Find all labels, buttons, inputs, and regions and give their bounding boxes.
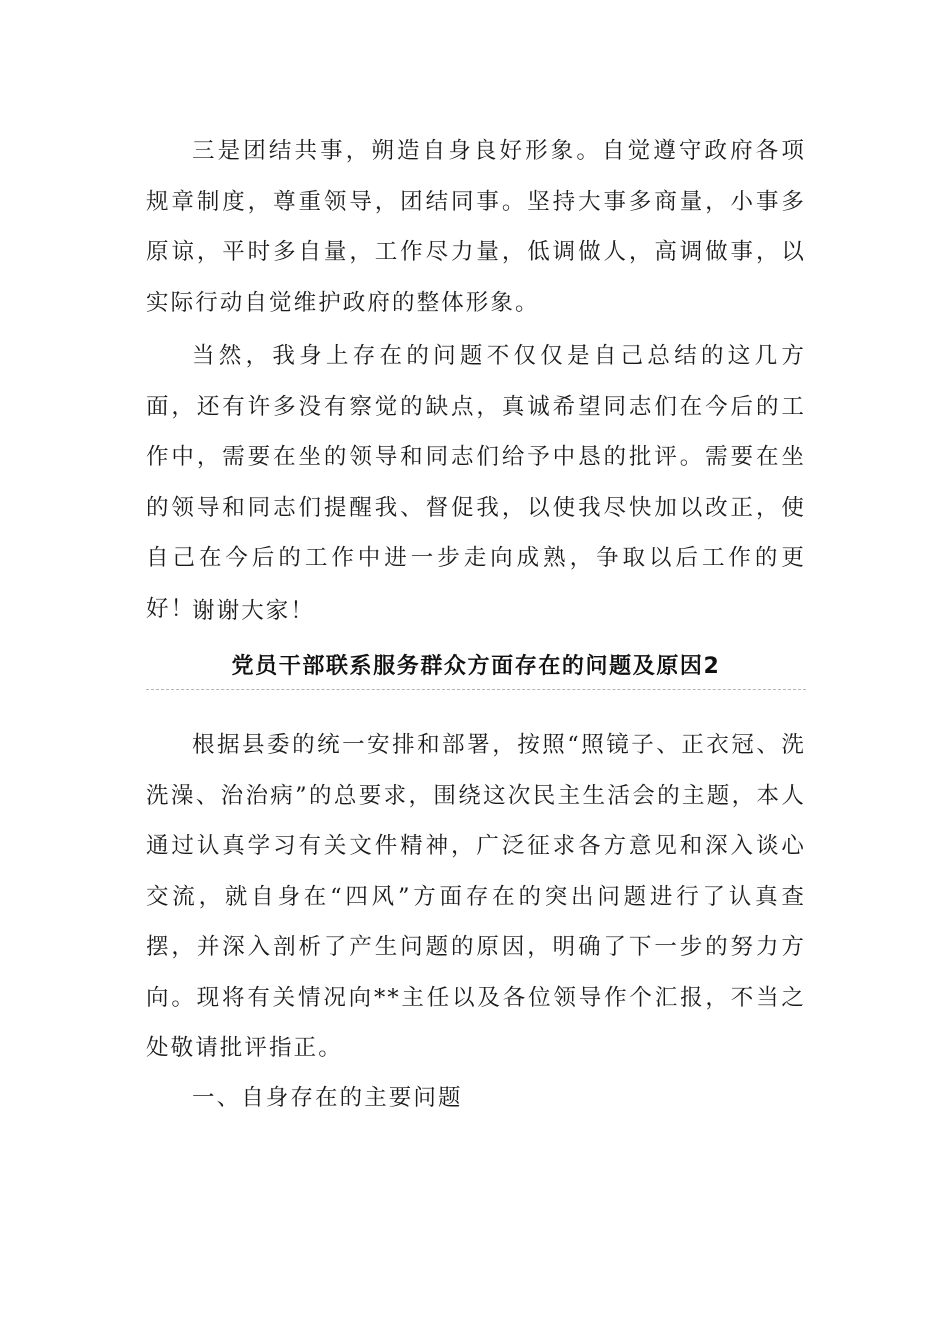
paragraph-unity: 三是团结共事，朔造自身良好形象。自觉遵守政府各项规章制度，尊重领导，团结同事。坚持大事多商量，小事多原谅，平时多自量，工作尽力量，低调做人，高调做事，以实际行动自觉维护政府的整体形象。 xyxy=(146,138,806,316)
paragraph-introduction: 根据县委的统一安排和部署，按照“照镜子、正衣冠、洗洗澡、治治病”的总要求，围绕这次民主生活会的主题，本人通过认真学习有关文件精神，广泛征求各方意见和深入谈心交流，就自身在“四风”方面存在的突出问题进行了认真查摆，并深入剖析了产生问题的原因，明确了下一步的努力方向。现将有关情况向**主任以及各位领导作个汇报，不当之处敬请批评指正。 xyxy=(146,732,806,1061)
section-heading-main-problems: 一、自身存在的主要问题 xyxy=(192,1085,463,1111)
section-title: 党员干部联系服务群众方面存在的问题及原因2 xyxy=(231,654,721,679)
paragraph-self-criticism: 当然，我身上存在的问题不仅仅是自己总结的这几方面，还有许多没有察觉的缺点，真诚希望同志们在今后的工作中，需要在坐的领导和同志们给予中恳的批评。需要在坐的领导和同志们提醒我、督促我，以使我尽快加以改正，使自己在今后的工作中进一步走向成熟，争取以后工作的更好！ xyxy=(146,343,806,622)
title-divider xyxy=(146,689,806,690)
paragraph-thanks: 谢谢大家！ xyxy=(192,598,316,624)
